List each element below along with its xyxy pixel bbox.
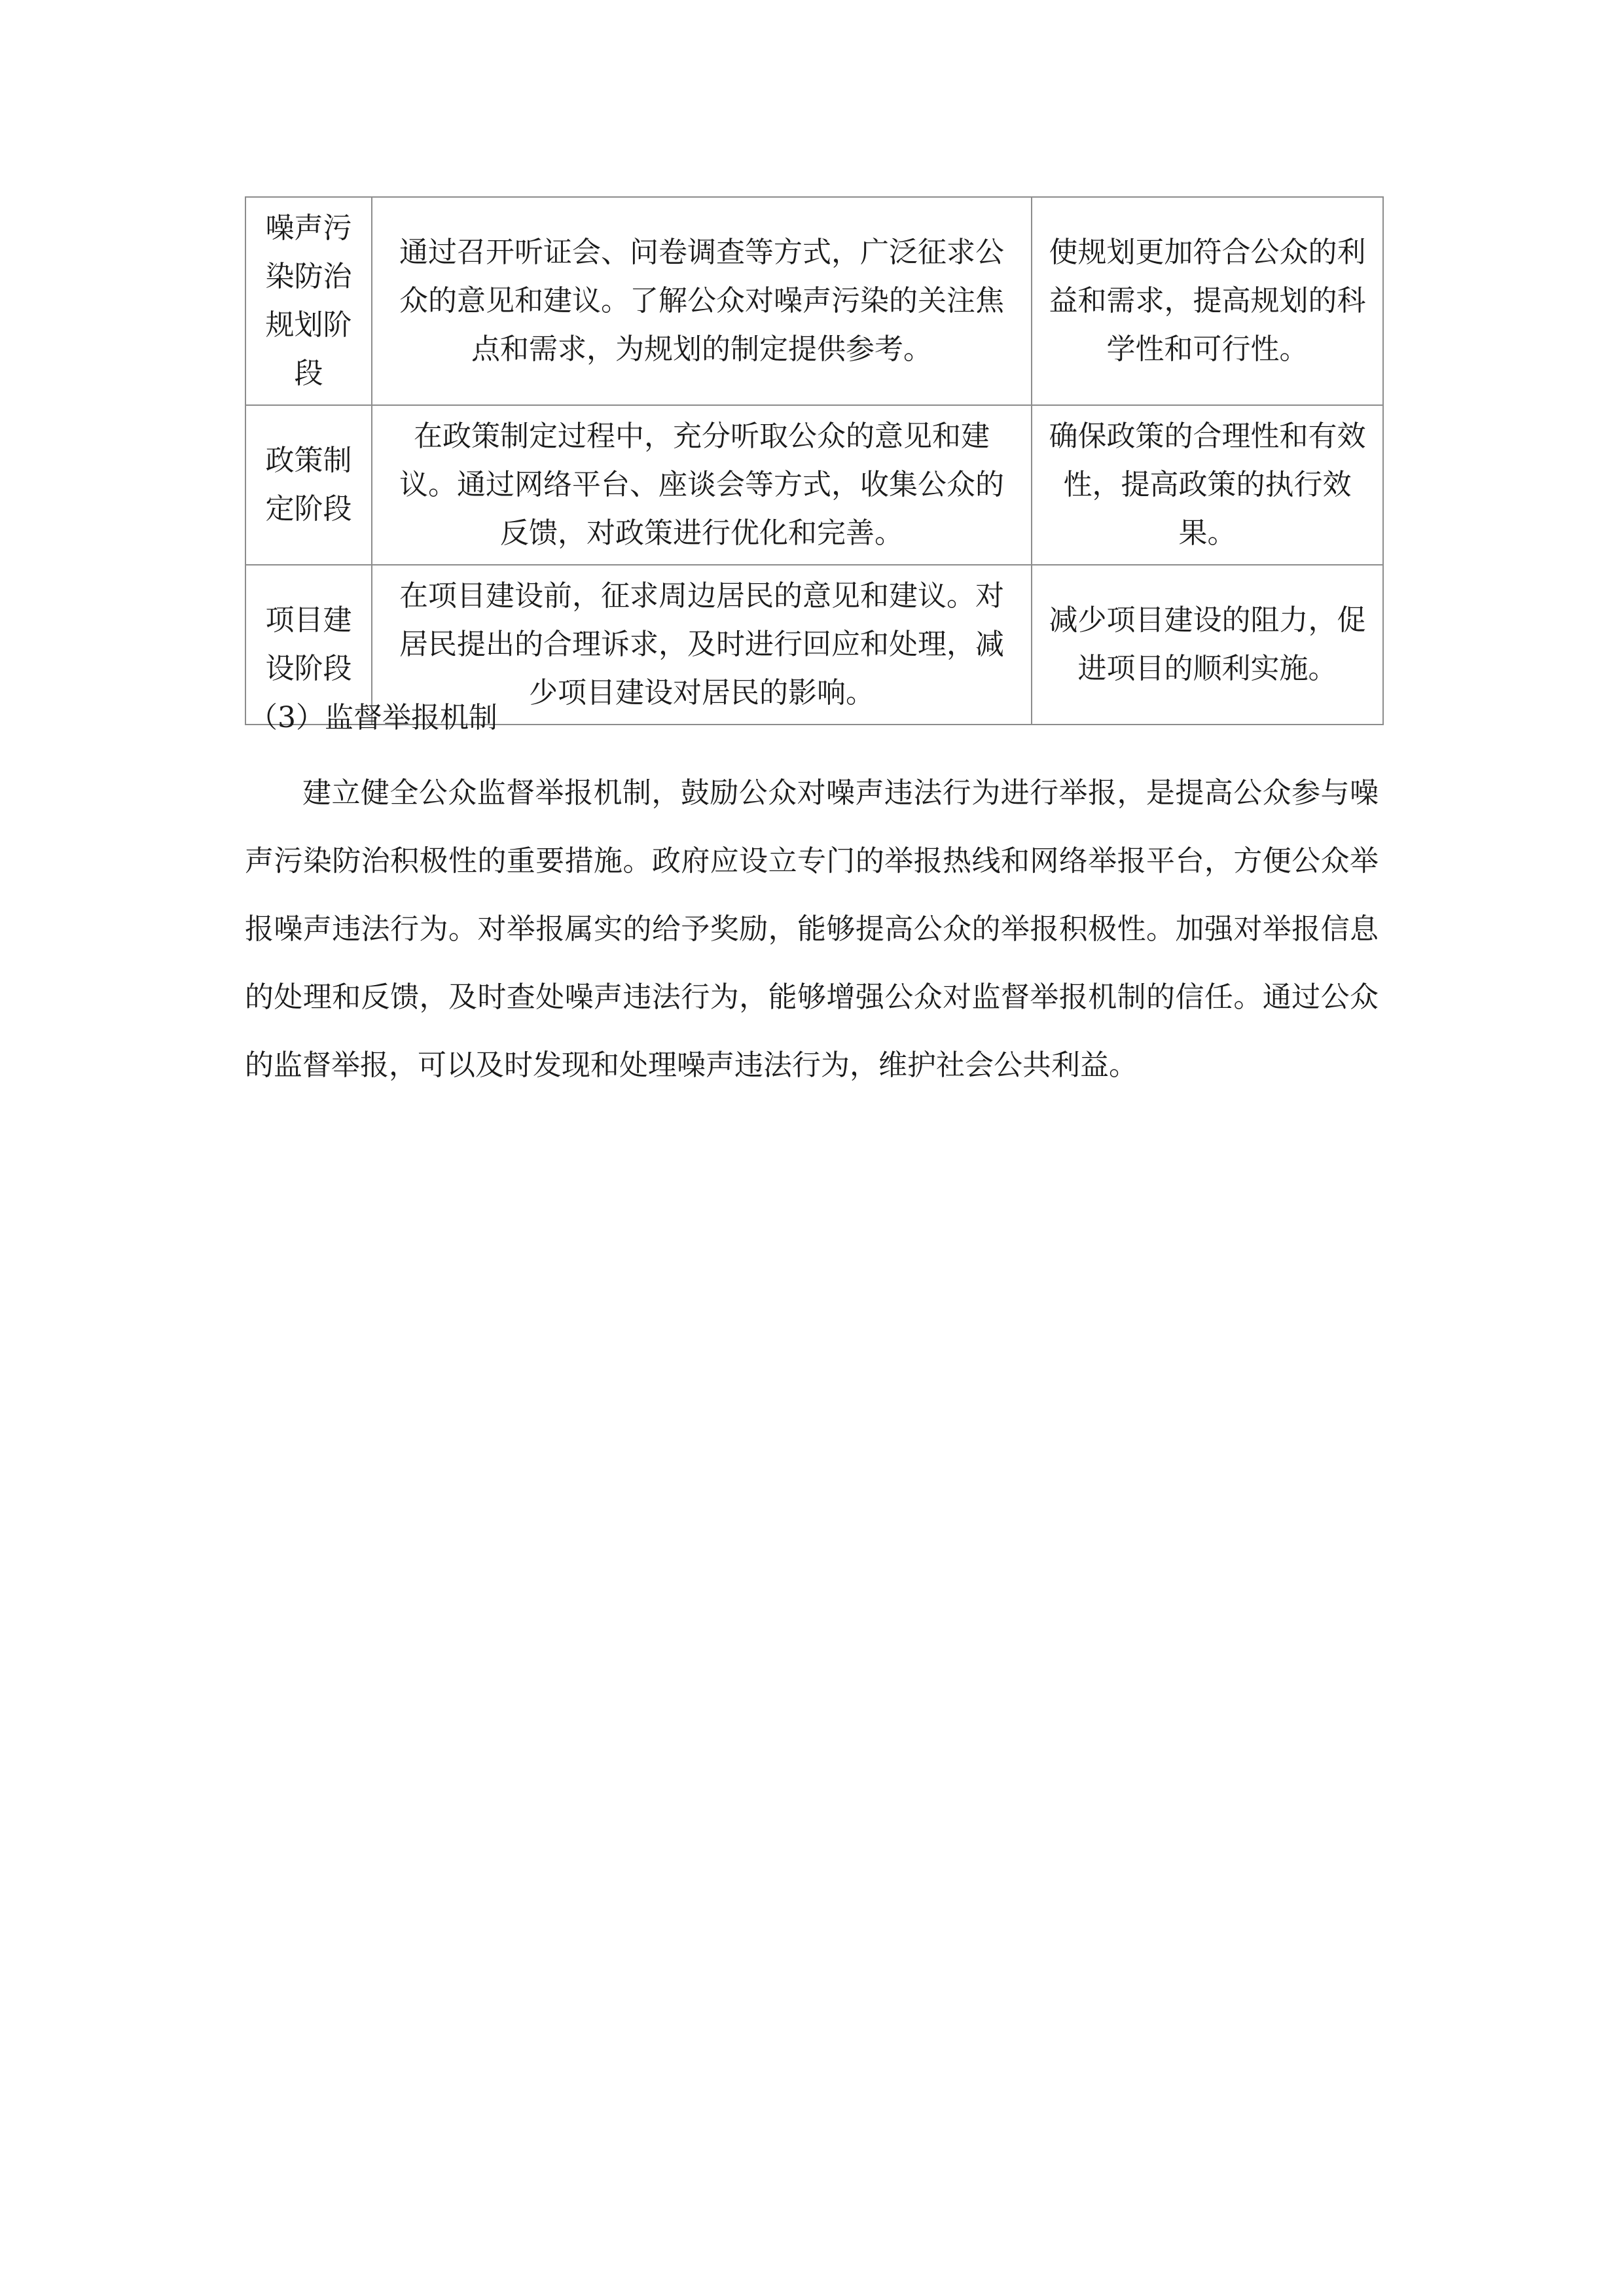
section-heading: （3）监督举报机制: [249, 701, 497, 734]
table-cell-effect: 减少项目建设的阻力，促进项目的顺利实施。: [1032, 565, 1383, 725]
table-row: [245, 405, 1383, 565]
table-cell-stage: 项目建设阶段: [245, 565, 372, 725]
table-cell-stage: 噪声污染防治规划阶段: [245, 197, 372, 405]
table-cell-effect: 确保政策的合理性和有效性，提高政策的执行效果。: [1032, 405, 1383, 565]
table-cell-method: 通过召开听证会、问卷调查等方式，广泛征求公众的意见和建议。了解公众对噪声污染的关注焦点和需求，为规划的制定提供参考。: [372, 197, 1032, 405]
table-cell-method: 在政策制定过程中，充分听取公众的意见和建议。通过网络平台、座谈会等方式，收集公众的反馈，对政策进行优化和完善。: [372, 405, 1032, 565]
body-paragraph: 建立健全公众监督举报机制，鼓励公众对噪声违法行为进行举报，是提高公众参与噪声污染防治积极性的重要措施。政府应设立专门的举报热线和网络举报平台，方便公众举报噪声违法行为。对举报属实的给予奖励，能够提高公众的举报积极性。加强对举报信息的处理和反馈，及时查处噪声违法行为，能够增强公众对监督举报机制的信任。通过公众的监督举报，可以及时发现和处理噪声违法行为，维护社会公共利益。: [245, 776, 1379, 1082]
table-cell-method: 在项目建设前，征求周边居民的意见和建议。对居民提出的合理诉求，及时进行回应和处理，减少项目建设对居民的影响。: [372, 565, 1032, 725]
table-cell-effect: 使规划更加符合公众的利益和需求，提高规划的科学性和可行性。: [1032, 197, 1383, 405]
participation-stages-table: [245, 196, 1384, 725]
table-cell-stage: 政策制定阶段: [245, 405, 372, 565]
table-row: [245, 197, 1383, 405]
